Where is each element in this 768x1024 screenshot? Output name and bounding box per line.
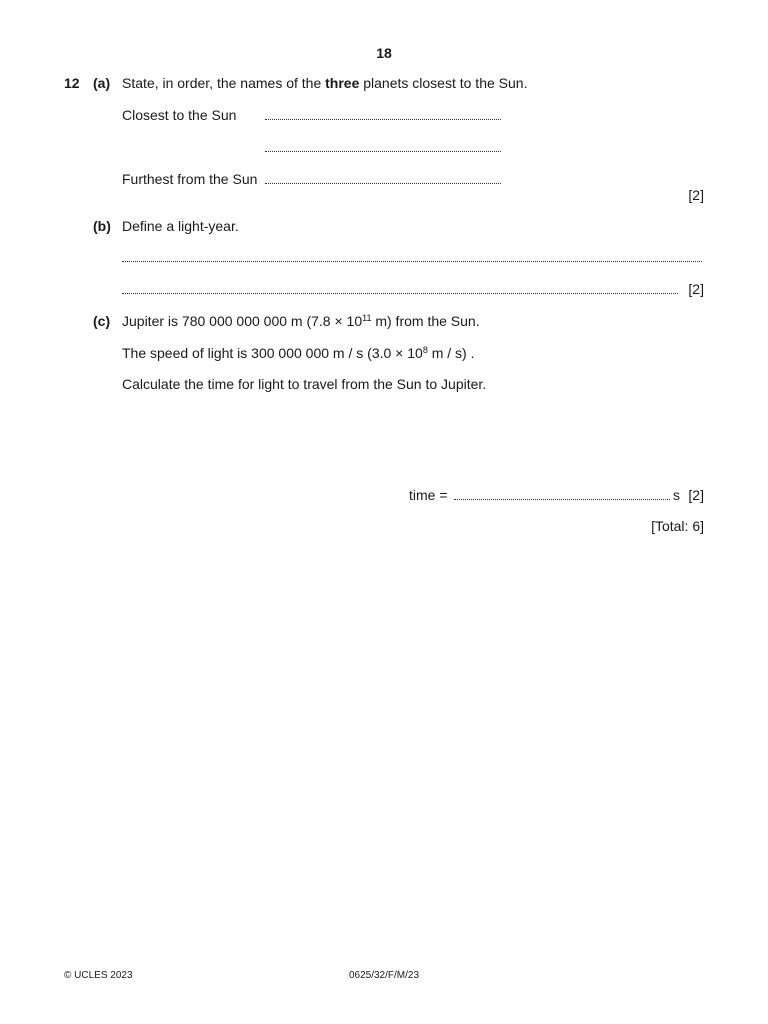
part-c-marks: [2] [688,487,704,503]
part-b-prompt: Define a light-year. [122,218,239,234]
middle-answer-line[interactable] [265,151,501,152]
part-c-line-1: Jupiter is 780 000 000 000 m ($7.8 \times 10^{11}$ m) from the Sun. [122,313,480,329]
closest-answer-line[interactable] [265,119,501,120]
part-c-line-3: Calculate the time for light to travel from the Sun to Jupiter. [122,376,487,392]
part-c-label: (c) [93,313,111,329]
time-answer-line[interactable] [454,499,670,500]
part-b-answer-line-1[interactable] [122,261,702,262]
closest-to-sun-label: Closest to the Sun [122,107,237,123]
question-number: 12 [64,75,80,91]
footer-code: 0625/32/F/M/23 [348,970,420,981]
part-b-label: (b) [93,218,111,234]
furthest-from-sun-label: Furthest from the Sun [122,171,258,187]
total-marks: [Total: 6] [651,518,704,534]
part-b-marks: [2] [688,281,704,297]
furthest-answer-line[interactable] [265,183,501,184]
time-answer-label: time = [409,487,448,503]
part-a-prompt: State, in order, the names of the three planets closest to the Sun. [122,75,528,91]
part-c-line-2: The speed of light is 300 000 000 m / s ($3.0 \times 10^8$ m / s) . [122,345,475,361]
page-number: 18 [376,45,392,61]
part-a-marks: [2] [688,187,704,203]
time-answer-unit: s [673,487,680,503]
footer-copyright: © UCLES 2023 [64,970,133,981]
part-b-answer-line-2[interactable] [122,293,678,294]
part-a-label: (a) [93,75,111,91]
